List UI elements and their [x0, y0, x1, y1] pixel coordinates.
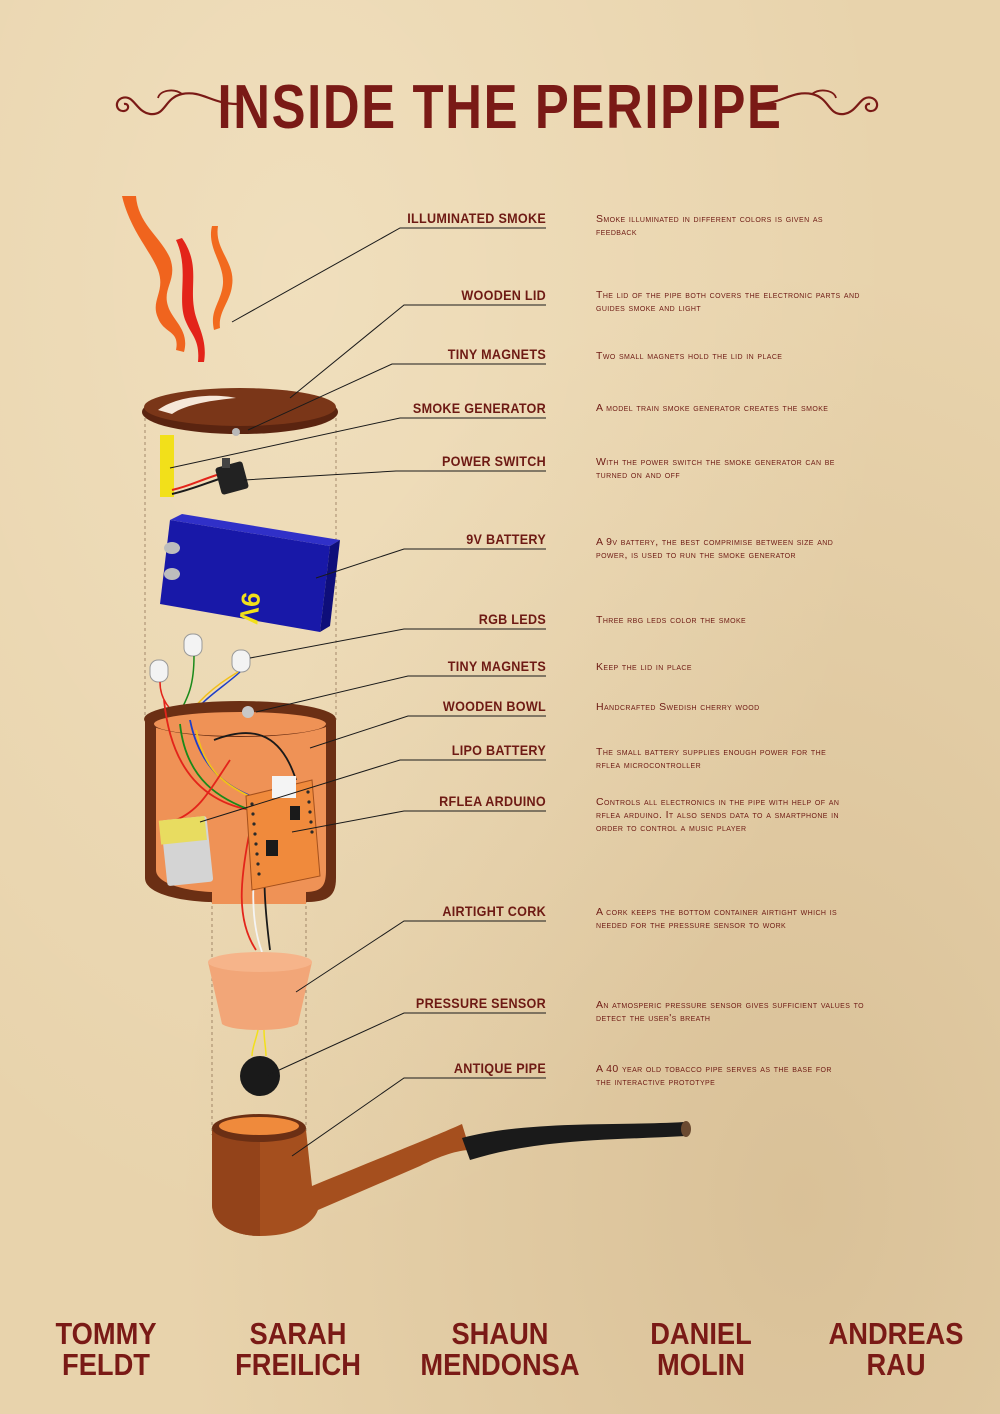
- battery-label: 9V: [233, 591, 267, 626]
- desc-tiny-magnets-bowl: Keep the lid in place: [596, 661, 692, 673]
- label-rflea-arduino: RFLEA ARDUINO: [439, 793, 546, 809]
- lipo-battery-illustration: [159, 816, 214, 886]
- label-pressure-sensor: PRESSURE SENSOR: [415, 995, 546, 1011]
- label-wooden-bowl: WOODEN BOWL: [442, 698, 546, 714]
- wooden-lid-illustration: [142, 388, 338, 436]
- label-illuminated-smoke: ILLUMINATED SMOKE: [407, 210, 546, 226]
- credit-first-name: SARAH: [249, 1316, 347, 1351]
- credit-daniel-molin: [613, 1318, 789, 1380]
- credit-shaun-mendonsa: [412, 1318, 588, 1380]
- credit-sarah-freilich: [210, 1318, 386, 1380]
- smoke-generator-illustration: [160, 435, 249, 497]
- label-antique-pipe: ANTIQUE PIPE: [453, 1060, 546, 1076]
- desc-power-switch: With the power switch the smoke generator can be turned on and off: [596, 456, 835, 481]
- desc-smoke-generator: A model train smoke generator creates the smoke: [596, 402, 829, 414]
- credit-first-name: TOMMY: [55, 1316, 157, 1351]
- label-rgb-leds: RGB LEDS: [478, 611, 546, 627]
- desc-rgb-leds: Three rbg leds color the smoke: [596, 614, 747, 626]
- label-9v-battery: 9V BATTERY: [466, 531, 546, 547]
- credit-last-name: FREILICH: [235, 1347, 361, 1382]
- label-lipo-battery: LIPO BATTERY: [451, 742, 546, 758]
- smoke-illustration: [122, 196, 232, 362]
- rflea-arduino-illustration: [246, 776, 320, 890]
- pressure-sensor-illustration: [240, 1056, 280, 1096]
- credit-last-name: FELDT: [62, 1347, 150, 1382]
- desc-pressure-sensor: An atmosperic pressure sensor gives sufficient values to detect the user's breath: [596, 999, 865, 1024]
- credit-last-name: MOLIN: [657, 1347, 745, 1382]
- desc-airtight-cork: A cork keeps the bottom container airtight which is needed for the pressure sensor to work: [596, 906, 838, 931]
- label-airtight-cork: AIRTIGHT CORK: [442, 903, 546, 919]
- page-title: INSIDE THE PERIPIPE: [217, 73, 783, 142]
- desc-9v-battery: A 9v battery, the best comprimise between size and power, is used to run the smoke generator: [596, 536, 834, 561]
- credit-tommy-feldt: [18, 1318, 194, 1380]
- desc-illuminated-smoke: Smoke illuminated in different colors is given as feedback: [596, 213, 823, 238]
- label-tiny-magnets-lid: TINY MAGNETS: [447, 346, 546, 362]
- label-wooden-lid: WOODEN LID: [461, 287, 546, 303]
- credit-first-name: SHAUN: [451, 1316, 549, 1351]
- desc-rflea-arduino: Controls all electronics in the pipe with help of an rflea arduino. It also sends data to a smartphone in order to control a music player: [596, 796, 840, 834]
- label-tiny-magnets-bowl: TINY MAGNETS: [447, 658, 546, 674]
- desc-tiny-magnets-lid: Two small magnets hold the lid in place: [596, 350, 783, 362]
- credit-last-name: RAU: [866, 1347, 926, 1382]
- desc-wooden-lid: The lid of the pipe both covers the electronic parts and guides smoke and light: [596, 289, 860, 314]
- desc-wooden-bowl: Handcrafted Swedish cherry wood: [596, 701, 760, 713]
- credit-first-name: DANIEL: [650, 1316, 752, 1351]
- airtight-cork-illustration: [208, 952, 312, 1056]
- label-power-switch: POWER SWITCH: [441, 453, 546, 469]
- credit-andreas-rau: [808, 1318, 984, 1380]
- credit-last-name: MENDONSA: [420, 1347, 580, 1382]
- label-smoke-generator: SMOKE GENERATOR: [412, 400, 546, 416]
- antique-pipe-illustration: [212, 1114, 691, 1236]
- desc-lipo-battery: The small battery supplies enough power for the rflea microcontroller: [596, 746, 827, 771]
- credit-first-name: ANDREAS: [828, 1316, 964, 1351]
- desc-antique-pipe: A 40 year old tobacco pipe serves as the base for the interactive prototype: [596, 1063, 832, 1088]
